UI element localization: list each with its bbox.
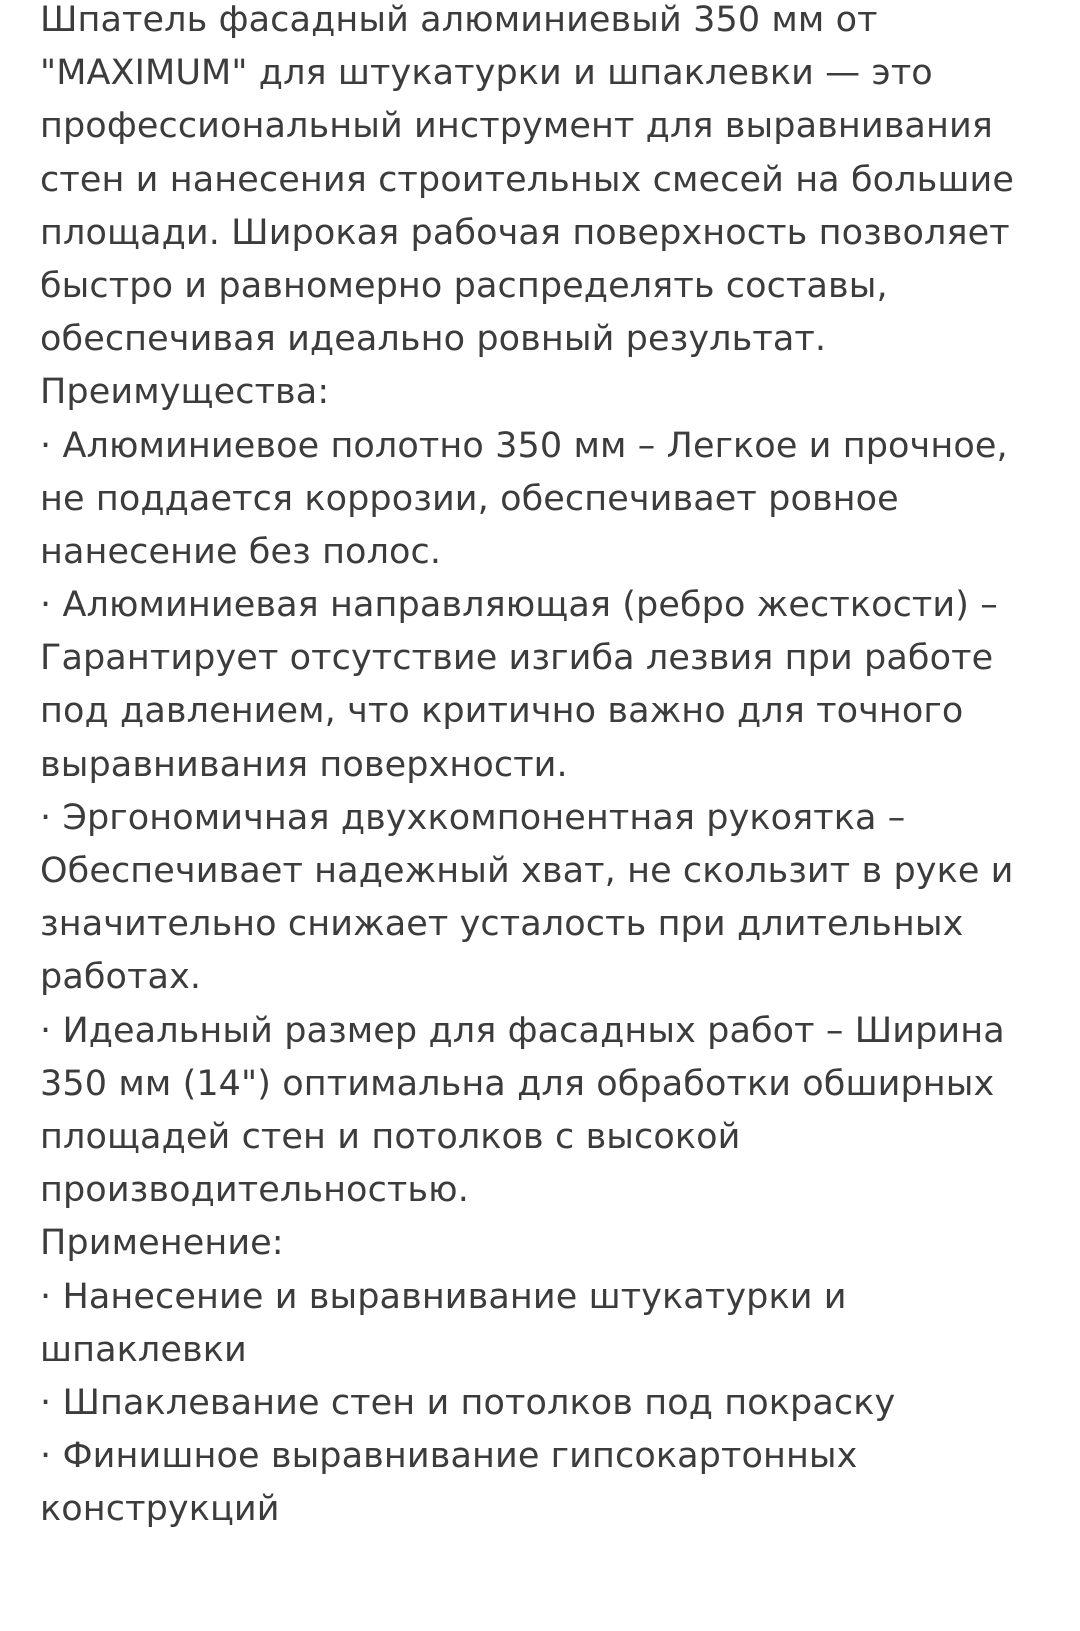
description-body [40, 0, 1040, 1536]
advantage-item: · Алюминиевая направляющая (ребро жесткости) – Гарантирует отсутствие изгиба лезвия при работе под давлением, что критично важно для точного выравнивания поверхности. [40, 585, 1010, 785]
intro-paragraph: Шпатель фасадный алюминиевый 350 мм от "MAXIMUM" для штукатурки и шпаклевки — это профессиональный инструмент для выравнивания стен и нанесения строительных смесей на большие площади. Широкая рабочая поверхность позволяет быстро и равномерно распределять составы, обеспечивая идеально ровный результат. [40, 0, 1026, 360]
usage-heading: Применение: [40, 1223, 284, 1264]
usage-item: · Нанесение и выравнивание штукатурки и шпаклевки [40, 1276, 858, 1370]
advantage-item: · Алюминиевое полотно 350 мм – Легкое и прочное, не поддается коррозии, обеспечивает ровное нанесение без полос. [40, 425, 1019, 572]
advantage-item: · Идеальный размер для фасадных работ – Ширина 350 мм (14") оптимальна для обработки обширных площадей стен и потолков с высокой производительностью. [40, 1010, 1017, 1211]
usage-item: · Финишное выравнивание гипсокартонных конструкций [40, 1436, 869, 1530]
usage-item: · Шпаклевание стен и потолков под покраску [40, 1382, 896, 1423]
advantage-item: · Эргономичная двухкомпонентная рукоятка – Обеспечивает надежный хват, не скользит в руке и значительно снижает усталость при длительных работах. [40, 797, 1025, 998]
advantages-heading: Преимущества: [40, 372, 330, 413]
